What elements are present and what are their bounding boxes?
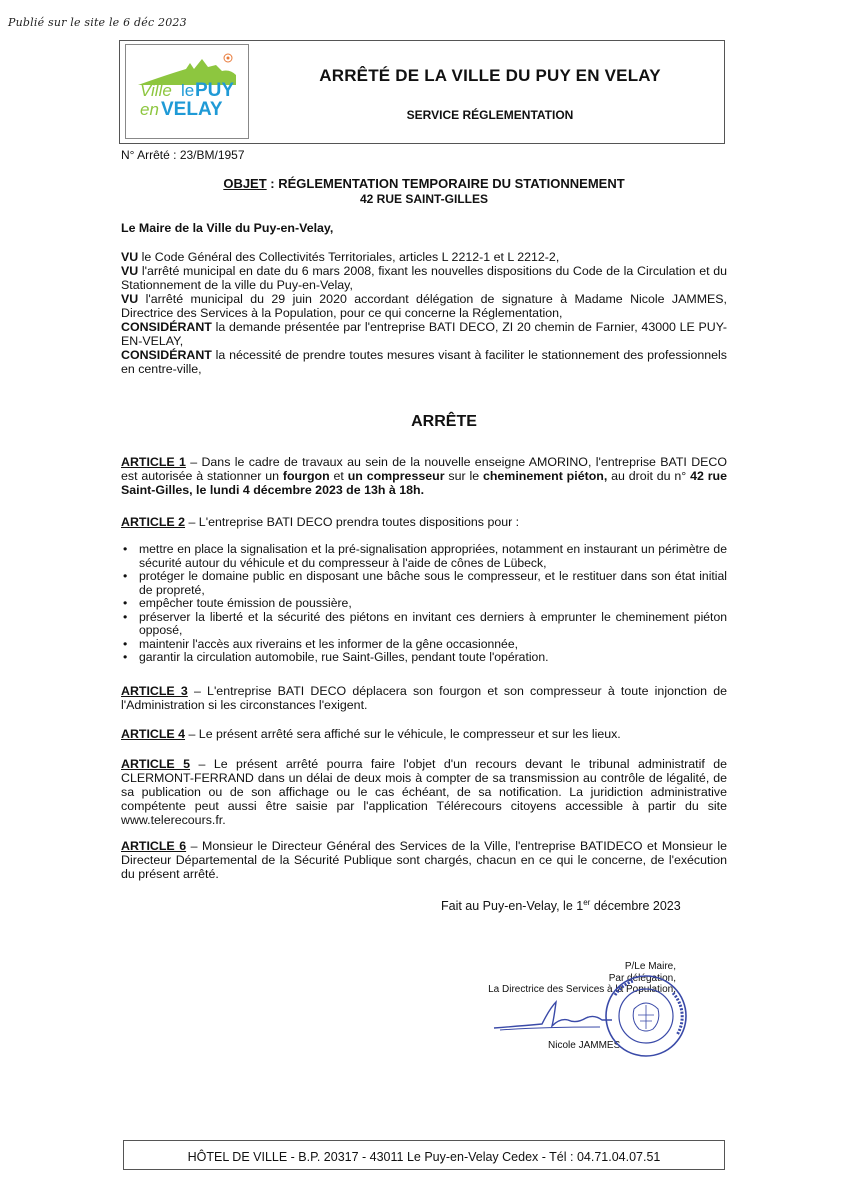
signatory-name: Nicole JAMMES (548, 1040, 621, 1051)
article-label: ARTICLE 6 (121, 839, 187, 853)
logo-ville-text: Ville (140, 81, 172, 100)
article-text: – Le présent arrêté sera affiché sur le véhicule, le compresseur et sur les lieux. (185, 727, 621, 741)
visa-text: la demande présentée par l'entreprise BATI DECO, ZI 20 chemin de Farnier, 43000 LE PUY-EN-VELAY, (121, 320, 727, 348)
visa-item (121, 250, 727, 264)
footer-address: HÔTEL DE VILLE - B.P. 20317 - 43011 Le Puy-en-Velay Cedex - Tél : 04.71.04.07.51 (187, 1150, 661, 1164)
article-6 (121, 839, 727, 881)
logo-velay-text: VELAY (161, 99, 223, 120)
article-text: au droit du n° (607, 469, 691, 483)
visa-keyword: VU (121, 292, 139, 306)
city-logo (125, 44, 249, 139)
article-text: – L'entreprise BATI DECO déplacera son fourgon et son compresseur à toute injonction de l'Administration si les circonstances l'exigent. (121, 684, 727, 712)
article-3 (121, 684, 727, 712)
article-text-bold: fourgon (282, 469, 330, 483)
fait-text-end: décembre 2023 (590, 899, 681, 914)
visa-item (121, 320, 727, 348)
article-1 (121, 455, 727, 497)
list-item: • empêcher toute émission de poussière, (121, 597, 727, 611)
document-title: ARRÊTÉ DE LA VILLE DU PUY EN VELAY (319, 66, 661, 85)
official-stamp (603, 973, 689, 1059)
objet-label: OBJET (223, 176, 267, 191)
objet-title: RÉGLEMENTATION TEMPORAIRE DU STATIONNEMENT (278, 176, 625, 191)
fait-superscript: er (583, 898, 591, 907)
visa-text: la nécessité de prendre toutes mesures visant à faciliter le stationnement des professionnels en centre-ville, (121, 348, 727, 376)
visa-keyword: VU (121, 264, 139, 278)
visa-item (121, 348, 727, 376)
signature-line: P/Le Maire, (624, 961, 676, 972)
article-text-bold: un compresseur (347, 469, 445, 483)
service-name: SERVICE RÉGLEMENTATION (406, 108, 574, 122)
visa-keyword: VU (121, 250, 139, 264)
article-text: – L'entreprise BATI DECO prendra toutes dispositions pour : (185, 515, 520, 529)
visa-text: l'arrêté municipal du 29 juin 2020 accordant délégation de signature à Madame Nicole JAMMES, Directrice des Services à la Population, pour ce qui concerne la Réglementation, (121, 292, 727, 320)
article-text: – Monsieur le Directeur Général des Services de la Ville, l'entreprise BATIDECO et Monsieur le Directeur Départemental de la Sécurité Publique sont chargés, chacun en ce qui le concerne, de l'exécution du présent arrêté. (121, 839, 727, 881)
signature-line: La Directrice des Services à la Population, (488, 984, 676, 995)
visas-block (121, 250, 727, 376)
logo-le-text: le (181, 81, 195, 100)
article-2 (121, 515, 727, 529)
article-text-bold: 42 rue Saint-Gilles, le lundi 4 décembre 2023 de 13h à 18h. (121, 469, 727, 497)
article-label: ARTICLE 5 (121, 757, 191, 771)
list-item: • protéger le domaine public en disposant une bâche sous le compresseur, et le restituer dans son état initial de propreté, (121, 570, 727, 597)
signature-line: Par délégation, (608, 972, 676, 984)
article-label: ARTICLE 4 (121, 727, 186, 741)
article-text-bold: cheminement piéton, (482, 469, 608, 483)
article-text: – Dans le cadre de travaux au sein de la nouvelle enseigne AMORINO, l'entreprise BATI DECO est autorisée à stationner un (121, 455, 728, 483)
objet-separator: : (266, 176, 279, 191)
article-5 (121, 757, 727, 827)
article-2-bullets (121, 543, 727, 665)
list-item: • mettre en place la signalisation et la pré-signalisation appropriées, notamment en instaurant un périmètre de sécurité autour du véhicule et du compresseur à l'aide de cônes de Lübeck, (121, 543, 727, 570)
signature-date-line (441, 898, 681, 913)
objet-line (121, 176, 727, 191)
handwritten-signature (490, 996, 620, 1036)
logo-puy-text: PUY (195, 80, 235, 101)
article-text: – Le présent arrêté pourra faire l'objet d'un recours devant le tribunal administratif de CLERMONT-FERRAND dans un délai de deux mois à compter de sa transmission au contrôle de légalité, de sa publication ou de son affichage ou le cas échéant, de sa notification. La juridiction administrative compétente peut aussi être saisie par l'application Télérecours citoyens accessible à partir du site www.telerecours.fr. (121, 757, 727, 827)
objet-address: 42 RUE SAINT-GILLES (359, 192, 489, 206)
article-4 (121, 727, 727, 741)
article-label: ARTICLE 3 (121, 684, 188, 698)
article-text: et (329, 469, 348, 483)
article-label: ARTICLE 1 (121, 455, 186, 469)
arrete-number: N° Arrêté : 23/BM/1957 (121, 148, 245, 162)
city-logo-graphic (126, 45, 248, 138)
arrete-heading: ARRÊTE (411, 413, 477, 430)
list-item: • maintenir l'accès aux riverains et les informer de la gêne occasionnée, (121, 638, 727, 652)
visa-keyword: CONSIDÉRANT (121, 348, 212, 362)
fait-text: Fait au Puy-en-Velay, le 1 (441, 899, 584, 914)
list-item: • garantir la circulation automobile, rue Saint-Gilles, pendant toute l'opération. (121, 651, 727, 665)
maire-line: Le Maire de la Ville du Puy-en-Velay, (121, 221, 334, 235)
visa-text: le Code Général des Collectivités Territoriales, articles L 2212-1 et L 2212-2, (138, 250, 560, 264)
visa-item (121, 292, 727, 320)
article-label: ARTICLE 2 (121, 515, 186, 529)
visa-keyword: CONSIDÉRANT (121, 320, 212, 334)
visa-item (121, 264, 727, 292)
list-item: • préserver la liberté et la sécurité des piétons en invitant ces derniers à emprunter le cheminement piéton opposé, (121, 611, 727, 638)
article-text: sur le (444, 469, 483, 483)
visa-text: l'arrêté municipal en date du 6 mars 2008, fixant les nouvelles dispositions du Code de la Circulation et du Stationnement de la ville du Puy-en-Velay, (121, 264, 727, 292)
logo-en-text: en (140, 100, 159, 119)
publication-handwritten-note: Publié sur le site le 6 déc 2023 (8, 16, 187, 29)
